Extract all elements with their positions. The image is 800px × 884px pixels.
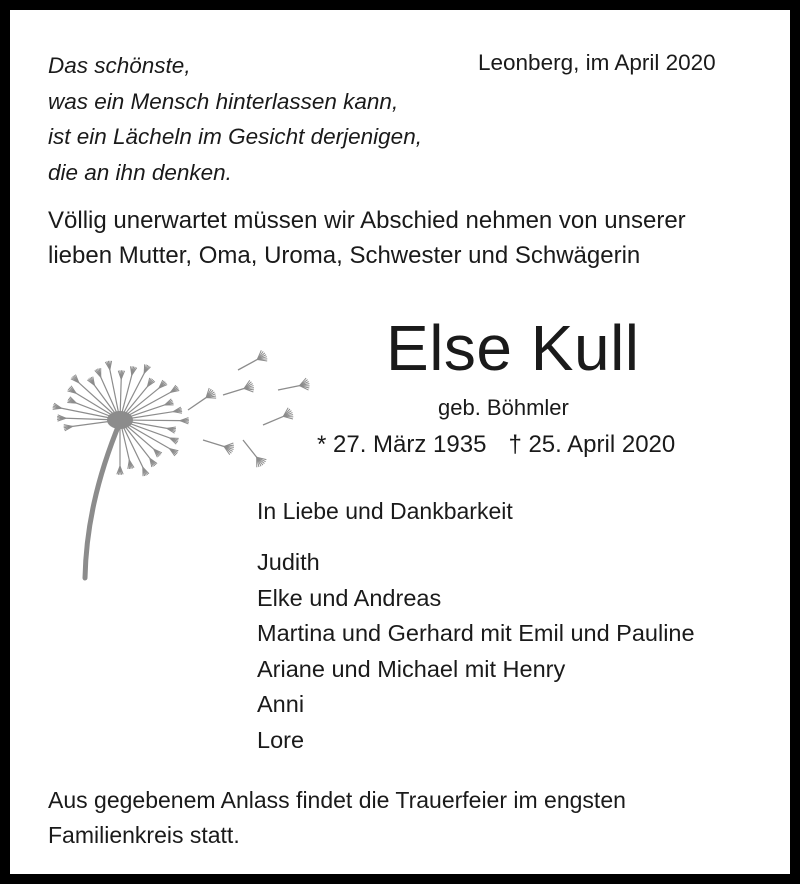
closing-line: Aus gegebenem Anlass findet die Trauerfeier im engsten bbox=[48, 787, 626, 813]
birth-date: * 27. März 1935 bbox=[317, 431, 487, 458]
mourners-list bbox=[257, 545, 695, 758]
quote-line: was ein Mensch hinterlassen kann, bbox=[48, 88, 399, 114]
mourner-name: Elke und Andreas bbox=[257, 584, 442, 611]
deceased-name: Else Kull bbox=[386, 312, 640, 384]
funeral-notice bbox=[48, 783, 626, 853]
maiden-name: geb. Böhmler bbox=[438, 395, 569, 420]
quote-line: ist ein Lächeln im Gesicht derjenigen, bbox=[48, 124, 422, 149]
quote-line: Das schönste, bbox=[48, 53, 191, 78]
closing-line: Familienkreis statt. bbox=[48, 822, 240, 848]
mourners-heading: In Liebe und Dankbarkeit bbox=[257, 498, 513, 524]
death-date: † 25. April 2020 bbox=[508, 431, 676, 458]
mourner-name: Judith bbox=[257, 549, 320, 575]
life-dates bbox=[317, 429, 675, 461]
intro-text bbox=[48, 203, 686, 273]
intro-line: lieben Mutter, Oma, Uroma, Schwester und Schwägerin bbox=[48, 242, 641, 269]
place-date: Leonberg, im April 2020 bbox=[478, 50, 716, 75]
memorial-quote bbox=[48, 48, 422, 190]
mourner-name: Anni bbox=[257, 691, 305, 717]
quote-line: die an ihn denken. bbox=[48, 159, 232, 185]
mourner-name: Lore bbox=[257, 726, 305, 753]
intro-line: Völlig unerwartet müssen wir Abschied nehmen von unserer bbox=[48, 207, 686, 234]
mourner-name: Ariane und Michael mit Henry bbox=[257, 655, 566, 682]
mourner-name: Martina und Gerhard mit Emil und Pauline bbox=[257, 620, 695, 646]
